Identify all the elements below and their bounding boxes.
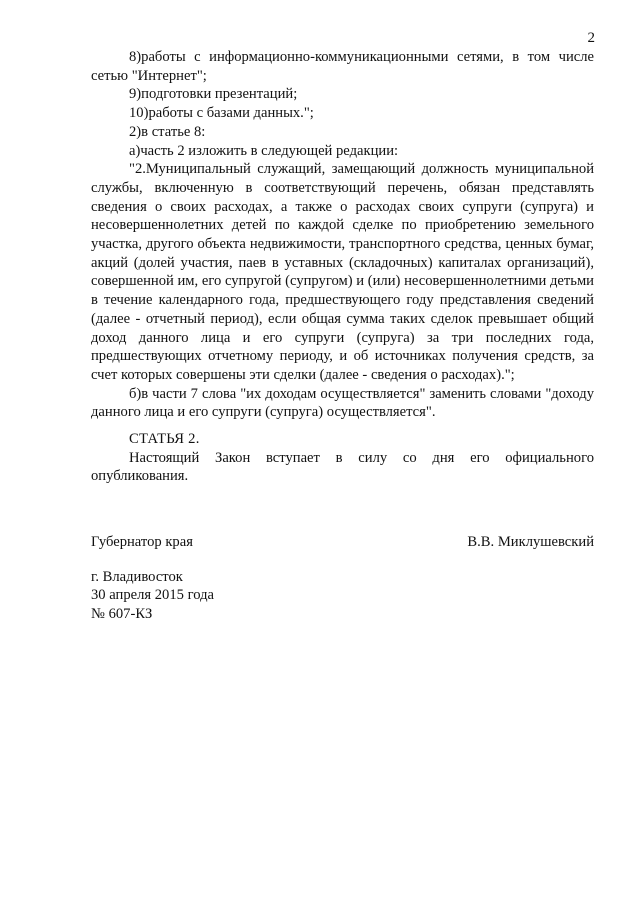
paragraph-item-10: 10)работы с базами данных."; (129, 105, 314, 122)
paragraph-new-wording: "2.Муниципальный служащий, замещающий должность муниципальной службы, включенную в соответствующий перечень, обязан представлять сведения о своих расходах, а также о расходах своих супруги (супруга) и несовершеннолетних детей по каждой сделке по приобретению земельного участка, другого объекта недвижимости, транспортного средства, ценных бумаг, акций (долей участия, паев в уставных (складочных) капиталах организаций), совершенной им, его супругой (супругом) и (или) несовершеннолетними детьми в течение календарного года, предшествующего году представления сведений (далее - отчетный период), если общая сумма таких сделок превышает общий доход данного лица и его супруги (супруга) за три последних года, предшествующих отчетному периоду, и об источниках получения средств, за счет которых совершены эти сделки (далее - сведения о расходах)."; (91, 161, 594, 383)
page-number: 2 (587, 30, 595, 46)
footer-date: 30 апреля 2015 года (91, 587, 214, 604)
article-title: СТАТЬЯ 2. (129, 431, 200, 447)
footer-city: г. Владивосток (91, 569, 183, 585)
paragraph-part-7: б)в части 7 слова "их доходам осуществляется" заменить словами "доходу данного лица и его супруги (супруга) осуществляется". (91, 385, 594, 421)
paragraph-item-9: 9)подготовки презентаций; (129, 86, 298, 103)
article-text: Настоящий Закон вступает в силу со дня его официального опубликования. (91, 449, 594, 485)
article-2 (91, 430, 594, 486)
footer-number: № 607-КЗ (91, 605, 153, 622)
paragraph-part-2: а)часть 2 изложить в следующей редакции: (129, 142, 399, 159)
signatory-name: В.В. Миклушевский (467, 534, 594, 550)
signatory-title: Губернатор края (91, 534, 193, 550)
paragraph-item-8: 8)работы с информационно-коммуникационными сетями, в том числе сетью "Интернет"; (91, 49, 594, 84)
paragraph-article-8: 2)в статье 8: (129, 123, 206, 140)
amendments-body (91, 48, 594, 422)
document-footer (91, 568, 214, 623)
